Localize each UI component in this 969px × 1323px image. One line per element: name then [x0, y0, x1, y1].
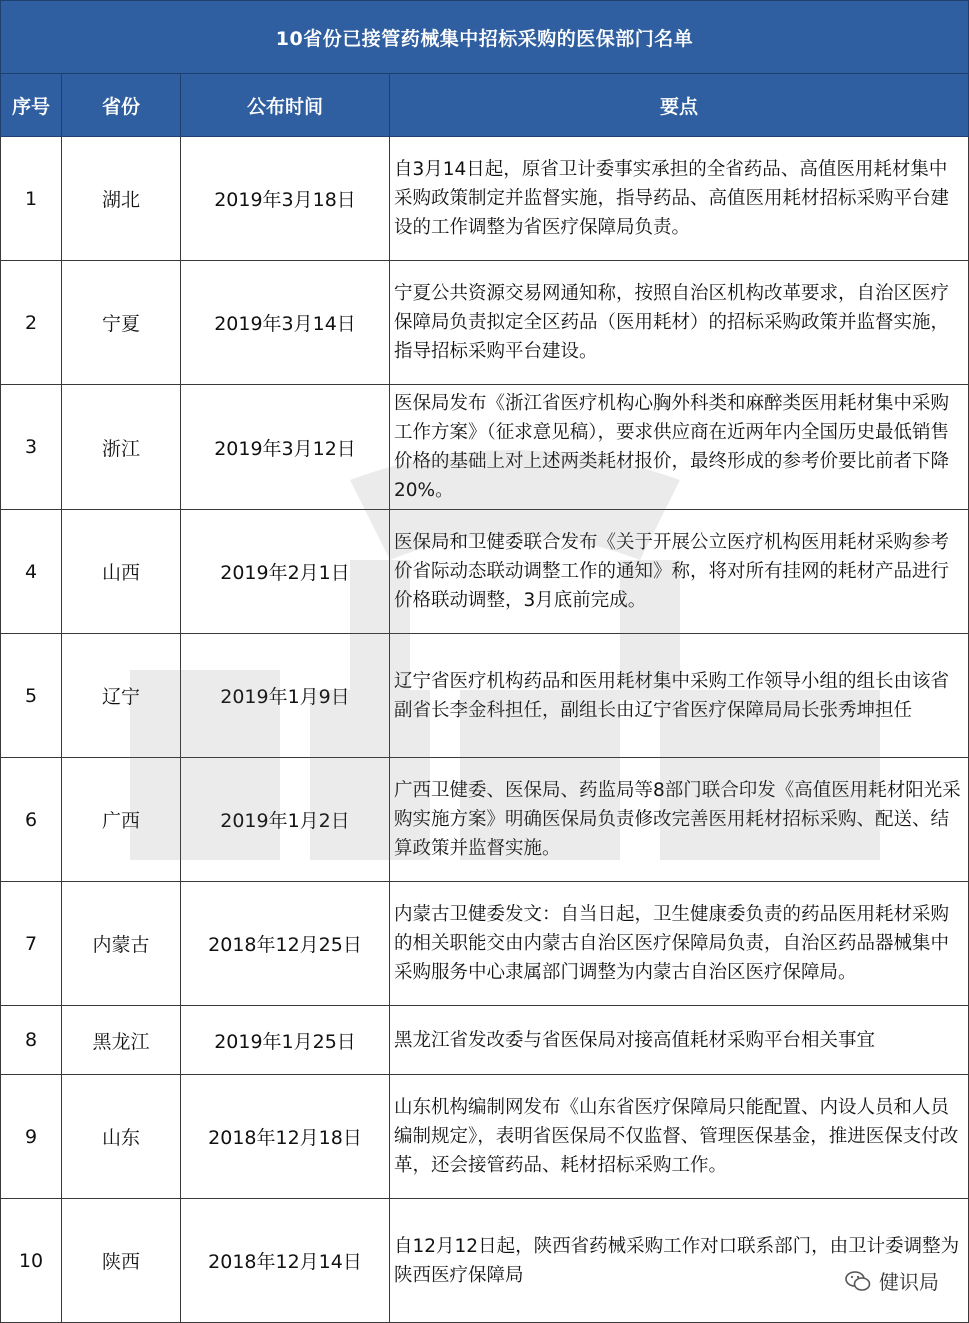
cell-date: 2019年3月14日 [181, 261, 390, 385]
cell-date: 2019年3月12日 [181, 385, 390, 510]
cell-points: 山东机构编制网发布《山东省医疗保障局只能配置、内设人员和人员编制规定》，表明省医保局不仅监督、管理医保基金，推进医保支付改革，还会接管药品、耗材招标采购工作。 [390, 1075, 969, 1199]
header-points: 要点 [390, 74, 969, 137]
table-row [1, 510, 969, 634]
cell-num: 6 [1, 758, 62, 882]
cell-num: 7 [1, 882, 62, 1006]
cell-points: 广西卫健委、医保局、药监局等8部门联合印发《高值医用耗材阳光采购实施方案》明确医保局负责修改完善医用耗材招标采购、配送、结算政策并监督实施。 [390, 758, 969, 882]
cell-num: 4 [1, 510, 62, 634]
wechat-icon [845, 1270, 871, 1292]
cell-num: 3 [1, 385, 62, 510]
table-row [1, 137, 969, 261]
cell-points: 医保局和卫健委联合发布《关于开展公立医疗机构医用耗材采购参考价省际动态联动调整工作的通知》称，将对所有挂网的耗材产品进行价格联动调整，3月底前完成。 [390, 510, 969, 634]
cell-points: 医保局发布《浙江省医疗机构心胸外科类和麻醉类医用耗材集中采购工作方案》（征求意见稿），要求供应商在近两年内全国历史最低销售价格的基础上对上述两类耗材报价，最终形成的参考价要比前者下降20%。 [390, 385, 969, 510]
header-province: 省份 [62, 74, 181, 137]
cell-num: 8 [1, 1006, 62, 1075]
cell-province: 内蒙古 [62, 882, 181, 1006]
cell-province: 黑龙江 [62, 1006, 181, 1075]
table-row [1, 1006, 969, 1075]
cell-date: 2019年1月9日 [181, 634, 390, 758]
cell-points: 辽宁省医疗机构药品和医用耗材集中采购工作领导小组的组长由该省副省长李金科担任，副组长由辽宁省医疗保障局局长张秀坤担任 [390, 634, 969, 758]
cell-date: 2018年12月25日 [181, 882, 390, 1006]
cell-province: 陕西 [62, 1199, 181, 1323]
cell-points: 宁夏公共资源交易网通知称，按照自治区机构改革要求，自治区医疗保障局负责拟定全区药品（医用耗材）的招标采购政策并监督实施，指导招标采购平台建设。 [390, 261, 969, 385]
cell-date: 2019年1月2日 [181, 758, 390, 882]
cell-date: 2019年1月25日 [181, 1006, 390, 1075]
table-row [1, 385, 969, 510]
cell-province: 湖北 [62, 137, 181, 261]
brand-name: 健识局 [879, 1270, 939, 1294]
cell-points: 黑龙江省发改委与省医保局对接高值耗材采购平台相关事宜 [390, 1006, 969, 1075]
table-row [1, 634, 969, 758]
cell-date: 2018年12月14日 [181, 1199, 390, 1323]
cell-province: 山东 [62, 1075, 181, 1199]
cell-num: 1 [1, 137, 62, 261]
table-row [1, 758, 969, 882]
header-row [1, 74, 969, 137]
cell-province: 宁夏 [62, 261, 181, 385]
table-row [1, 1199, 969, 1323]
table-title: 10省份已接管药械集中招标采购的医保部门名单 [0, 0, 969, 74]
cell-date: 2018年12月18日 [181, 1075, 390, 1199]
cell-points: 自3月14日起，原省卫计委事实承担的全省药品、高值医用耗材集中采购政策制定并监督实施，指导药品、高值医用耗材招标采购平台建设的工作调整为省医疗保障局负责。 [390, 137, 969, 261]
cell-date: 2019年2月1日 [181, 510, 390, 634]
cell-points: 内蒙古卫健委发文：自当日起，卫生健康委负责的药品医用耗材采购的相关职能交由内蒙古自治区医疗保障局负责，自治区药品器械集中采购服务中心隶属部门调整为内蒙古自治区医疗保障局。 [390, 882, 969, 1006]
cell-province: 广西 [62, 758, 181, 882]
cell-points: 自12月12日起，陕西省药械采购工作对口联系部门，由卫计委调整为陕西医疗保障局 [390, 1199, 969, 1323]
header-date: 公布时间 [181, 74, 390, 137]
cell-num: 9 [1, 1075, 62, 1199]
cell-num: 2 [1, 261, 62, 385]
cell-province: 辽宁 [62, 634, 181, 758]
cell-date: 2019年3月18日 [181, 137, 390, 261]
brand-watermark [845, 1266, 939, 1295]
table-row [1, 261, 969, 385]
cell-num: 10 [1, 1199, 62, 1323]
table-row [1, 882, 969, 1006]
cell-province: 山西 [62, 510, 181, 634]
province-table [0, 73, 969, 1323]
cell-province: 浙江 [62, 385, 181, 510]
cell-num: 5 [1, 634, 62, 758]
table-row [1, 1075, 969, 1199]
header-num: 序号 [1, 74, 62, 137]
